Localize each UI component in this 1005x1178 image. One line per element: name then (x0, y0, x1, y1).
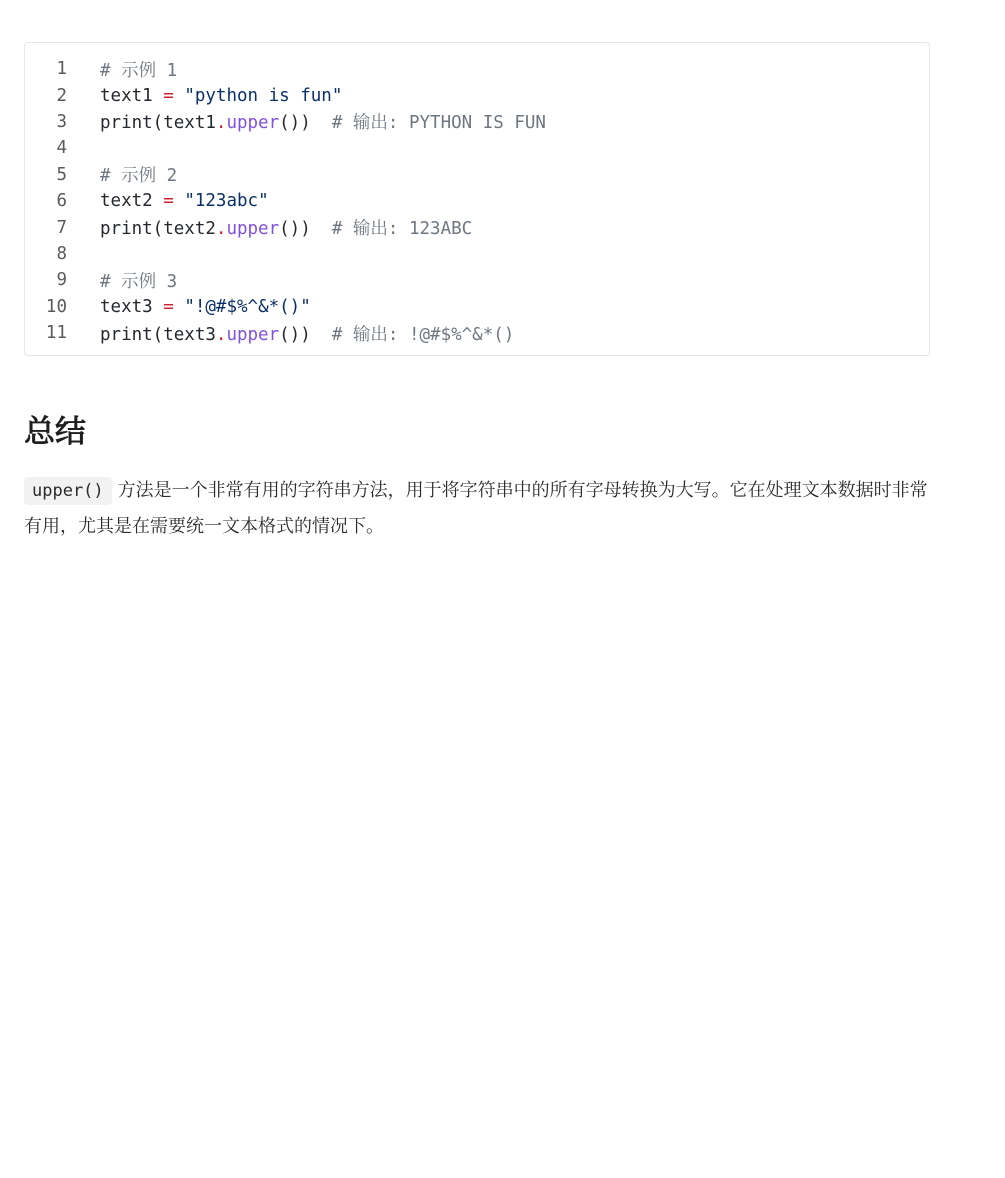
code-token-op: . (215, 219, 227, 240)
code-text (100, 297, 311, 317)
code-line (25, 267, 929, 293)
code-text (100, 109, 546, 134)
code-token-comment: # 示例 3 (100, 271, 178, 292)
line-number: 1 (56, 59, 67, 80)
code-token-op: . (215, 113, 227, 134)
code-token-plain: print(text1 (100, 113, 216, 134)
code-token-op: = (163, 85, 174, 106)
code-line (25, 56, 929, 82)
code-token-plain: print(text3 (100, 324, 216, 345)
section-heading: 总结 (24, 414, 86, 450)
code-token-fn: upper (226, 324, 280, 345)
code-token-str: "123abc" (184, 191, 269, 212)
line-number: 11 (45, 323, 67, 344)
code-text (100, 57, 177, 82)
code-token-comment: # 输出: !@#$%^&*() (331, 324, 515, 345)
code-line (25, 294, 929, 320)
code-token-plain: ()) (279, 219, 332, 240)
code-text (100, 86, 342, 106)
code-text (100, 162, 177, 187)
code-token-plain (174, 86, 185, 106)
code-block (24, 42, 930, 356)
code-token-op: = (163, 191, 174, 212)
code-token-comment: # 输出: 123ABC (331, 219, 473, 240)
summary-paragraph (24, 473, 934, 545)
code-text (100, 268, 177, 293)
code-line (25, 109, 929, 135)
code-token-plain: text3 (100, 296, 164, 317)
code-token-plain: ()) (279, 324, 332, 345)
code-line (25, 82, 929, 108)
code-token-str: "python is fun" (184, 85, 343, 106)
line-number: 5 (56, 164, 67, 185)
code-token-str: "!@#$%^&*()" (184, 296, 311, 317)
code-token-op: . (215, 324, 227, 345)
line-number: 9 (56, 270, 67, 291)
line-number: 3 (56, 111, 67, 132)
line-number: 6 (56, 191, 67, 212)
code-token-fn: upper (226, 113, 280, 134)
code-text (100, 215, 472, 240)
code-text (100, 191, 269, 211)
code-text (100, 321, 514, 346)
line-number: 8 (56, 243, 67, 264)
code-line (25, 241, 929, 267)
code-token-op: = (163, 296, 174, 317)
code-token-plain (174, 191, 185, 211)
code-line (25, 135, 929, 161)
code-token-plain (174, 297, 185, 317)
inline-code: upper() (24, 477, 112, 505)
line-number: 7 (56, 217, 67, 238)
line-number: 10 (45, 296, 67, 317)
code-token-plain: text2 (100, 191, 164, 212)
code-token-comment: # 示例 1 (100, 60, 178, 81)
code-token-comment: # 示例 2 (100, 166, 178, 187)
line-number: 4 (56, 138, 67, 159)
code-token-plain: text1 (100, 85, 164, 106)
code-line (25, 320, 929, 346)
line-number: 2 (56, 85, 67, 106)
code-token-plain: ()) (279, 113, 332, 134)
code-token-plain: print(text2 (100, 219, 216, 240)
code-token-fn: upper (226, 219, 280, 240)
code-line (25, 162, 929, 188)
code-line (25, 214, 929, 240)
code-token-comment: # 输出: PYTHON IS FUN (331, 113, 546, 134)
summary-text: 方法是一个非常有用的字符串方法，用于将字符串中的所有字母转换为大写。它在处理文本数据时非常有用，尤其是在需要统一文本格式的情况下。 (24, 480, 928, 537)
code-line (25, 188, 929, 214)
